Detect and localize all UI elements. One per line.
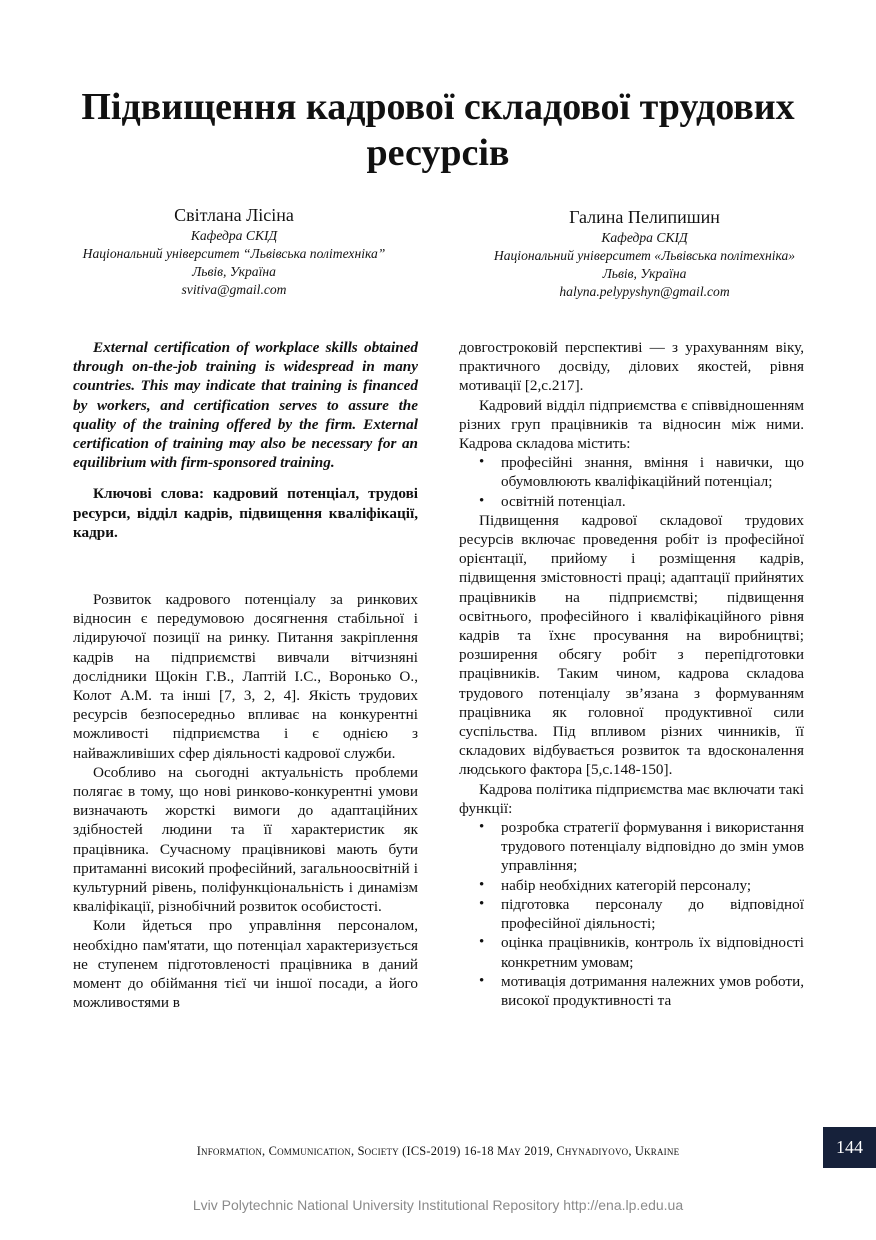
- body-paragraph: довгостроковій перспективі — з урахуванням віку, практичного досвіду, ділових якостей, рівня мотивації [2,с.217].: [459, 339, 804, 395]
- list-item: • оцінка працівників, контроль їх відповідності конкретним умовам;: [501, 933, 804, 971]
- conference-name: Information, Communication, Society (ICS-2019) 16-18 May 2019, Chynadiyovo, Ukraine: [196, 1144, 680, 1158]
- author-department: Кафедра СКІД: [601, 230, 688, 245]
- author-email[interactable]: halyna.pelypyshyn@gmail.com: [559, 284, 730, 299]
- right-column: [459, 338, 804, 1010]
- list-item: • набір необхідних категорій персоналу;: [501, 876, 804, 895]
- list-item: • підготовка персоналу до відповідної професійної діяльності;: [501, 895, 804, 933]
- body-paragraph: Підвищення кадрової складової трудових ресурсів включає проведення робіт із професійної орієнтації, прийому і розміщення кадрів, підвищення змістовності праці; адаптації прийнятих працівників на підприємстві; підвищення освітнього, професійного і кваліфікаційного рівня кадрів та їхнє просування на виробництві; розширення обсягу робіт з перепідготовки працівників. Таким чином, кадрова складова трудового потенціалу зв’язана з формуванням працівника як головної продуктивної сили суспільства. Під впливом різних чинників, її складових відбувається розвиток та вдосконалення людського фактора [5,с.148-150].: [459, 511, 804, 779]
- repository-watermark: Lviv Polytechnic National University Institutional Repository http://ena.lp.edu.ua: [192, 1197, 684, 1213]
- bullet-list: [459, 453, 804, 511]
- list-item: • професійні знання, вміння і навички, що обумовлюють кваліфікаційний потенціал;: [501, 453, 804, 491]
- bullet-list: [459, 818, 804, 1010]
- body-paragraph: Особливо на сьогодні актуальність проблеми полягає в тому, що нові ринково-конкурентні умови визначають жорсткі вимоги до адаптаційних здібностей людини та її характеристик як працівника. Сучасному працівникові мають бути притаманні високий професійний, загальноосвітній і культурний рівень, поліфункціональність і динамізм кваліфікації, різнобічний розвиток особистості.: [73, 763, 418, 916]
- list-item: • розробка стратегії формування і використання трудового потенціалу відповідно до змін умов управління;: [501, 818, 804, 876]
- author-city: Львів, Україна: [602, 266, 687, 281]
- body-paragraph: Кадровий відділ підприємства є співвідношенням різних груп працівників та відносин між ними. Кадрова складова містить:: [459, 396, 804, 453]
- paper-title: Підвищення кадрової складової трудових ресурсів: [81, 86, 795, 174]
- body-paragraph: Розвиток кадрового потенціалу за ринкових відносин є передумовою досягнення стабільної і лідируючої позиції на ринку. Питання закріплення кадрів на підприємстві вивчали вітчизняні дослідники Щокін Г.В., Лаптій І.С., Воронько О., Колот А.М. та інші [7, 3, 2, 4]. Якість трудових ресурсів безпосередньо впливає на конкурентні можливості підприємства і є однією з найважливіших сфер діяльності кадрової служби.: [73, 591, 418, 762]
- author-city: Львів, Україна: [192, 264, 276, 279]
- list-item: • освітній потенціал.: [501, 492, 804, 511]
- author-department: Кафедра СКІД: [190, 228, 278, 243]
- left-column: [73, 338, 418, 1013]
- author-university: Національний університет “Львівська політехніка”: [82, 246, 386, 261]
- body-paragraph: Коли йдеться про управління персоналом, необхідно пам'ятати, що потенціал характеризується не ступенем підготовленості працівника в даний момент до обіймання тієї чи іншої посади, а його можливостями в: [73, 917, 418, 1012]
- author-name: Галина Пелипишин: [569, 207, 720, 227]
- author-email[interactable]: svitiva@gmail.com: [181, 282, 287, 297]
- author-university: Національний університет «Львівська політехніка»: [493, 248, 796, 263]
- list-item: • мотивація дотримання належних умов роботи, високої продуктивності та: [501, 972, 804, 1010]
- abstract: External certification of workplace skills obtained through on-the-job training is widespread in many countries. This may indicate that training is financed by workers, and certification serves to assure the quality of the training offered by the firm. External certification of training may also be necessary for an equilibrium with firm-sponsored training.: [73, 339, 418, 472]
- author-block-2: [462, 205, 827, 301]
- author-block-1: [64, 203, 404, 299]
- keywords: Ключові слова: кадровий потенціал, трудові ресурси, відділ кадрів, підвищення кваліфікації, кадри.: [73, 485, 418, 541]
- page-number: 144: [823, 1127, 876, 1168]
- body-paragraph: Кадрова політика підприємства має включати такі функції:: [459, 780, 804, 817]
- author-name: Світлана Лісіна: [174, 205, 294, 225]
- conference-footer: [60, 1144, 816, 1159]
